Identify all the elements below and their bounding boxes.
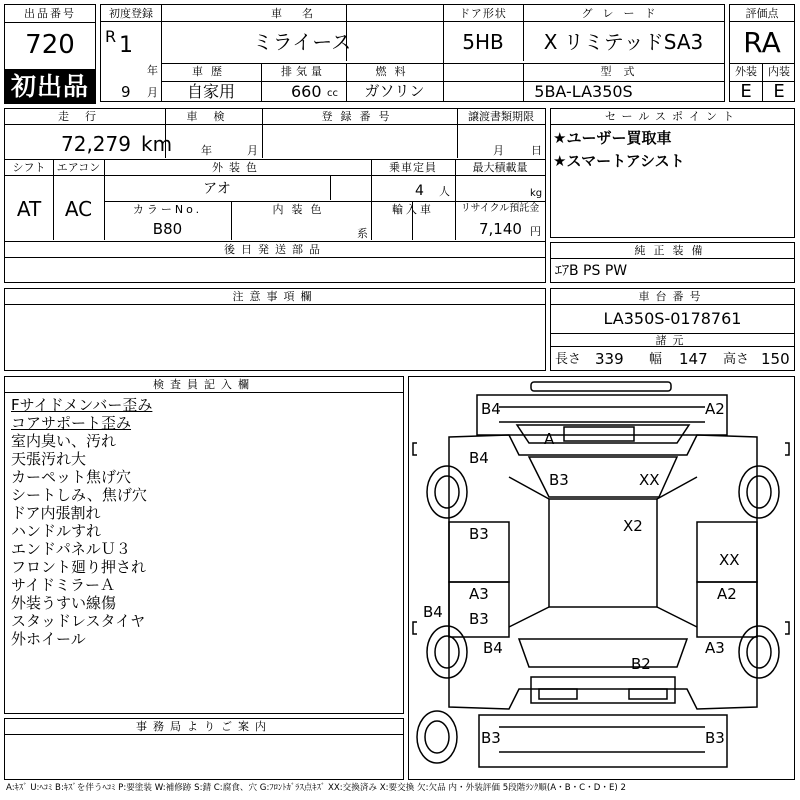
length-label: 長さ xyxy=(555,352,582,367)
reg-month: 9 xyxy=(121,83,131,101)
damage-mark: A3 xyxy=(469,585,489,603)
caution-box xyxy=(4,288,546,371)
recycle-value: 7,140 xyxy=(479,220,522,238)
note-item: カーペット焦げ穴 xyxy=(11,468,132,486)
ac-label: エアコン xyxy=(56,161,101,174)
fuel-label: 燃料 xyxy=(375,65,414,78)
note-item: ハンドルすれ xyxy=(11,522,102,540)
inspection-year-unit: 年 xyxy=(201,144,212,157)
displacement-unit: cc xyxy=(327,88,338,99)
sales-point-box xyxy=(550,108,795,238)
condition-box xyxy=(4,108,546,283)
month-unit: 月 xyxy=(147,86,158,99)
reg-label: 初度登録 xyxy=(109,7,153,20)
import-label: 輸入車 xyxy=(392,203,434,216)
legend-text: A:ｷｽﾞ U:ﾍｺﾐ B:ｷｽﾞを伴うﾍｺﾐ P:要塗装 W:補修跡 S:錆 C:腐食、穴 G:ﾌﾛﾝﾄｶﾞﾗｽ点ｷｽﾞ XX:交換済み X:要交換 欠:欠品 内・外装評価 5段階ﾗﾝｸ順(A・B・C・D・E) 2 xyxy=(6,783,626,793)
equipment-value: ｴｱB PS PW xyxy=(555,263,628,279)
recycle-label: リサイクル預託金 xyxy=(460,203,540,214)
car-diagram-svg xyxy=(409,377,796,781)
capacity-unit: 人 xyxy=(439,185,450,198)
capacity-value: 4 xyxy=(415,183,424,199)
shift-label: シフト xyxy=(12,161,46,174)
history-value: 自家用 xyxy=(186,82,235,101)
era-year: 1 xyxy=(119,33,133,58)
history-label: 車歴 xyxy=(192,65,230,78)
damage-mark: B3 xyxy=(705,729,725,747)
colorno-label: カラーNo. xyxy=(132,203,203,216)
note-item: スタッドレスタイヤ xyxy=(11,612,146,630)
inspector-label: 検査員記入欄 xyxy=(153,378,255,391)
rating-box xyxy=(729,4,795,102)
colorno-value: B80 xyxy=(152,220,183,238)
sales-point-2: ★スマートアシスト xyxy=(553,152,685,170)
name-label: 車名 xyxy=(271,7,333,20)
plate-label: 登録番号 xyxy=(321,110,398,123)
note-item: フロント廻り押され xyxy=(11,558,147,576)
rating-value: RA xyxy=(743,26,781,59)
displacement-value: 660 xyxy=(291,82,322,101)
door-label: ドア形状 xyxy=(459,7,507,20)
load-label: 最大積載量 xyxy=(472,161,528,174)
vehicle-info-box xyxy=(100,4,725,102)
rating-label: 評価点 xyxy=(745,7,779,20)
int-label: 内装 xyxy=(768,65,790,78)
inspector-box xyxy=(4,376,404,714)
year-unit: 年 xyxy=(147,64,158,77)
inspection-month-unit: 月 xyxy=(247,144,258,157)
note-item: サイドミラーＡ xyxy=(11,576,115,594)
office-label: 事務局よりご案内 xyxy=(136,720,272,733)
model-value: 5BA-LA350S xyxy=(534,82,633,101)
inspection-label: 車検 xyxy=(186,110,241,123)
sales-point-1: ★ユーザー買取車 xyxy=(553,129,672,147)
width-label: 幅 xyxy=(649,352,663,367)
damage-mark: XX xyxy=(719,551,740,569)
later-parts-label: 後日発送部品 xyxy=(224,243,326,256)
first-listing-badge xyxy=(4,70,96,104)
damage-mark: B4 xyxy=(481,400,501,418)
ac-value: AC xyxy=(64,197,93,221)
car-name: ミライース xyxy=(252,30,352,54)
note-item: Fサイドメンバー歪み xyxy=(11,396,153,414)
grade-label: グレード xyxy=(581,7,666,20)
damage-mark: B3 xyxy=(481,729,501,747)
shift-value: AT xyxy=(16,197,42,221)
damage-mark: B4 xyxy=(483,639,503,657)
damage-mark: XX xyxy=(639,471,660,489)
intcolor-label: 内装色 xyxy=(272,203,330,216)
inspector-notes-list xyxy=(11,396,399,648)
lot-number: 720 xyxy=(25,30,75,60)
note-item: 室内臭い、汚れ xyxy=(11,432,117,450)
note-item: エンドパネルＵ３ xyxy=(11,540,131,558)
chassis-box xyxy=(550,288,795,371)
lot-box xyxy=(4,4,96,70)
damage-mark: B3 xyxy=(469,610,489,628)
color-value: アオ xyxy=(203,181,231,197)
note-item: ドア内張割れ xyxy=(11,504,101,522)
fuel-value: ガソリン xyxy=(364,82,425,100)
first-listing-label: 初出品 xyxy=(10,72,89,101)
note-item: コアサポート歪み xyxy=(11,414,132,432)
ext-grade: E xyxy=(740,81,752,102)
equipment-label: 純正装備 xyxy=(634,244,711,257)
header-section xyxy=(4,4,96,100)
intcolor-unit: 系 xyxy=(357,227,368,240)
damage-diagram xyxy=(408,376,795,780)
recycle-unit: 円 xyxy=(530,225,541,238)
mileage-unit: km xyxy=(141,132,173,156)
damage-mark: B3 xyxy=(549,471,569,489)
width-value: 147 xyxy=(679,350,708,368)
lot-label: 出品番号 xyxy=(24,7,76,20)
height-label: 高さ xyxy=(723,352,750,367)
damage-mark: B3 xyxy=(469,525,489,543)
damage-mark: X2 xyxy=(623,517,643,535)
displacement-label: 排気量 xyxy=(281,65,326,78)
damage-mark: A3 xyxy=(705,639,725,657)
caution-label: 注意事項欄 xyxy=(232,290,318,303)
specs-label: 諸元 xyxy=(655,334,690,347)
length-value: 339 xyxy=(595,350,624,368)
note-item: 外ホイール xyxy=(11,630,86,648)
damage-mark: A2 xyxy=(717,585,737,603)
door-type: 5HB xyxy=(462,30,504,54)
note-item: 天張汚れ大 xyxy=(11,450,87,468)
damage-mark: B2 xyxy=(631,655,651,673)
transfer-month-unit: 月 xyxy=(493,144,504,157)
load-unit: kg xyxy=(530,188,543,199)
height-value: 150 xyxy=(761,350,790,368)
chassis-label: 車台番号 xyxy=(638,290,707,303)
note-item: 外装うすい線傷 xyxy=(11,594,117,612)
int-grade: E xyxy=(773,81,785,102)
grade-value: X リミテッドSA3 xyxy=(543,30,704,54)
color-label: 外装色 xyxy=(212,161,263,174)
damage-mark: A2 xyxy=(705,400,725,418)
mileage-value: 72,279 xyxy=(61,132,131,156)
office-box xyxy=(4,718,404,780)
damage-mark: B4 xyxy=(423,603,443,621)
chassis-value: LA350S-0178761 xyxy=(603,309,742,328)
damage-mark: A xyxy=(544,430,555,448)
transfer-day-unit: 日 xyxy=(531,144,542,157)
sales-point-label: セールスポイント xyxy=(604,110,740,123)
ext-label: 外装 xyxy=(735,65,757,78)
damage-mark: B4 xyxy=(469,449,489,467)
note-item: シートしみ、焦げ穴 xyxy=(11,486,147,504)
mileage-label: 走行 xyxy=(58,110,112,123)
transfer-label: 譲渡書類期限 xyxy=(468,110,534,123)
era-letter: R xyxy=(105,27,117,46)
equipment-box xyxy=(550,242,795,283)
model-label: 型式 xyxy=(600,65,647,78)
capacity-label: 乗車定員 xyxy=(389,161,437,174)
